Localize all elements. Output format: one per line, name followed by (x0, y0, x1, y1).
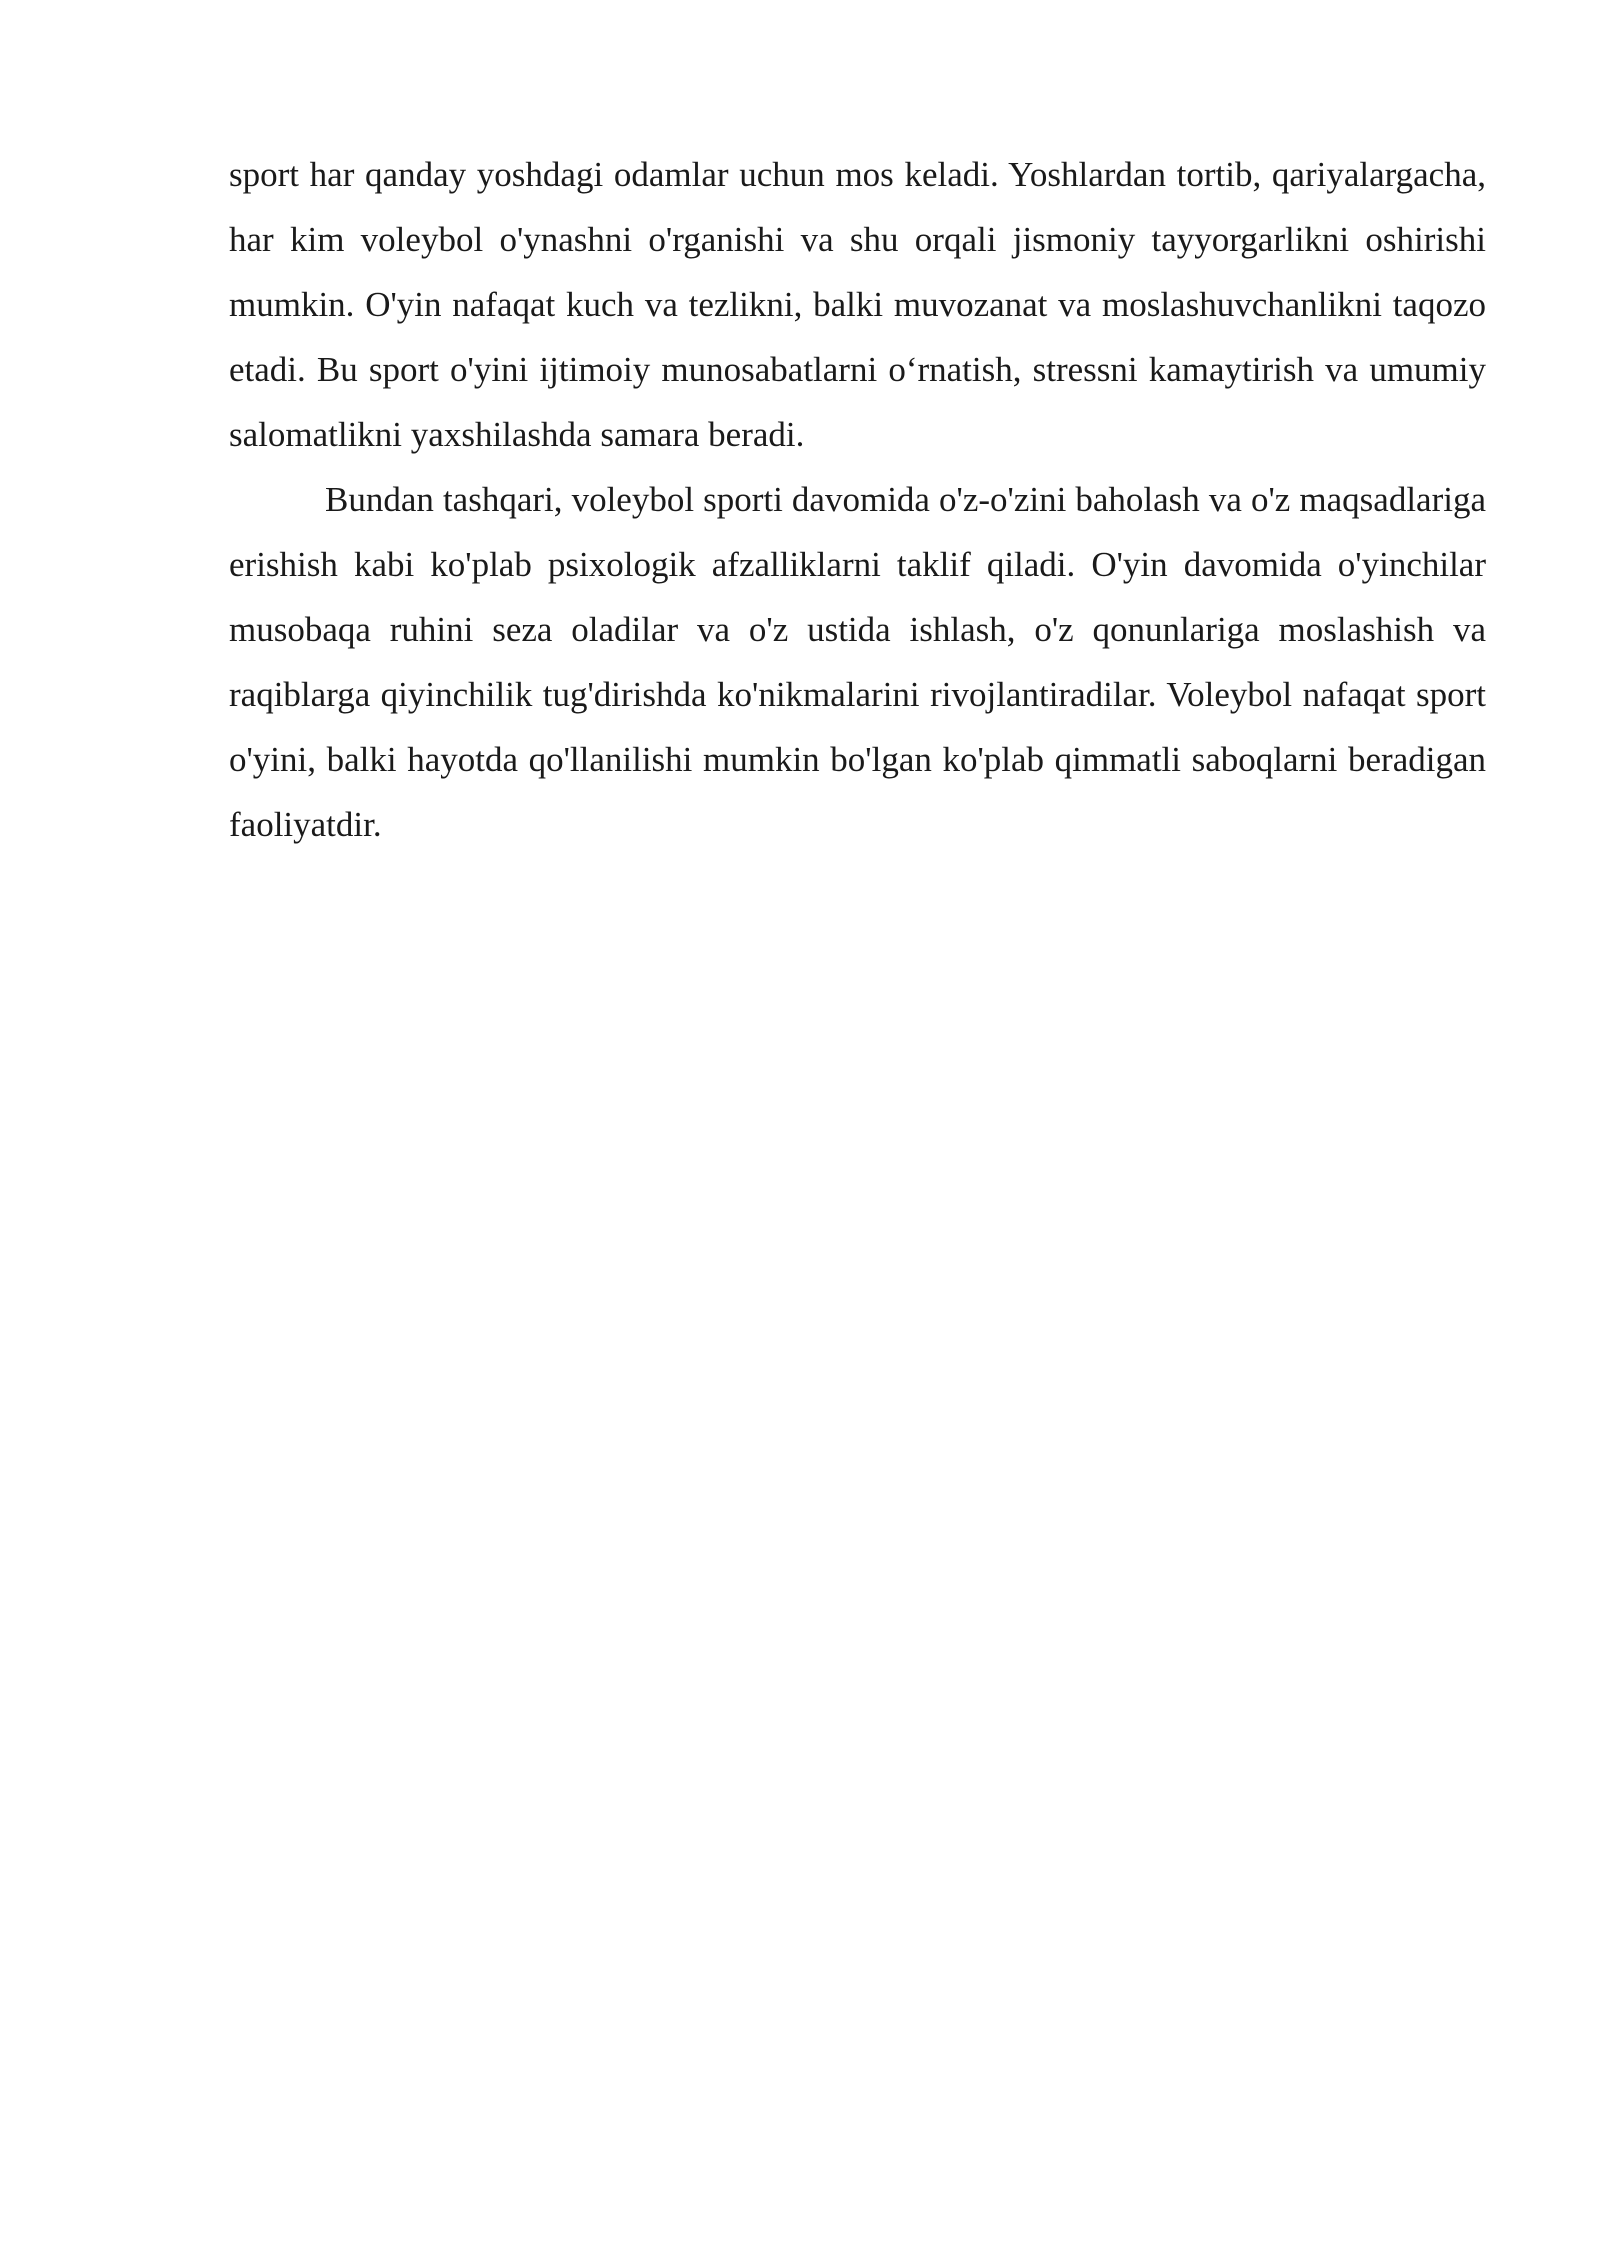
paragraph-indented: Bundan tashqari, voleybol sporti davomida o'z-o'zini baholash va o'z maqsadlariga erishish kabi ko'plab psixologik afzalliklarni taklif qiladi. O'yin davomida o'yinchilar musobaqa ruhini seza oladilar va o'z ustida ishlash, o'z qonunlariga moslashish va raqiblarga qiyinchilik tug'dirishda ko'nikmalarini rivojlantiradilar. Voleybol nafaqat sport o'yini, balki hayotda qo'llanilishi mumkin bo'lgan ko'plab qimmatli saboqlarni beradigan faoliyatdir. (229, 480, 1486, 844)
body-text (229, 142, 1486, 857)
paragraph-continued: sport har qanday yoshdagi odamlar uchun mos keladi. Yoshlardan tortib, qariyalargacha, har kim voleybol o'ynashni o'rganishi va shu orqali jismoniy tayyorgarlikni oshirishi mumkin. O'yin nafaqat kuch va tezlikni, balki muvozanat va moslashuvchanlikni taqozo etadi. Bu sport o'yini ijtimoiy munosabatlarni o‘rnatish, stressni kamaytirish va umumiy salomatlikni yaxshilashda samara beradi. (229, 155, 1486, 454)
